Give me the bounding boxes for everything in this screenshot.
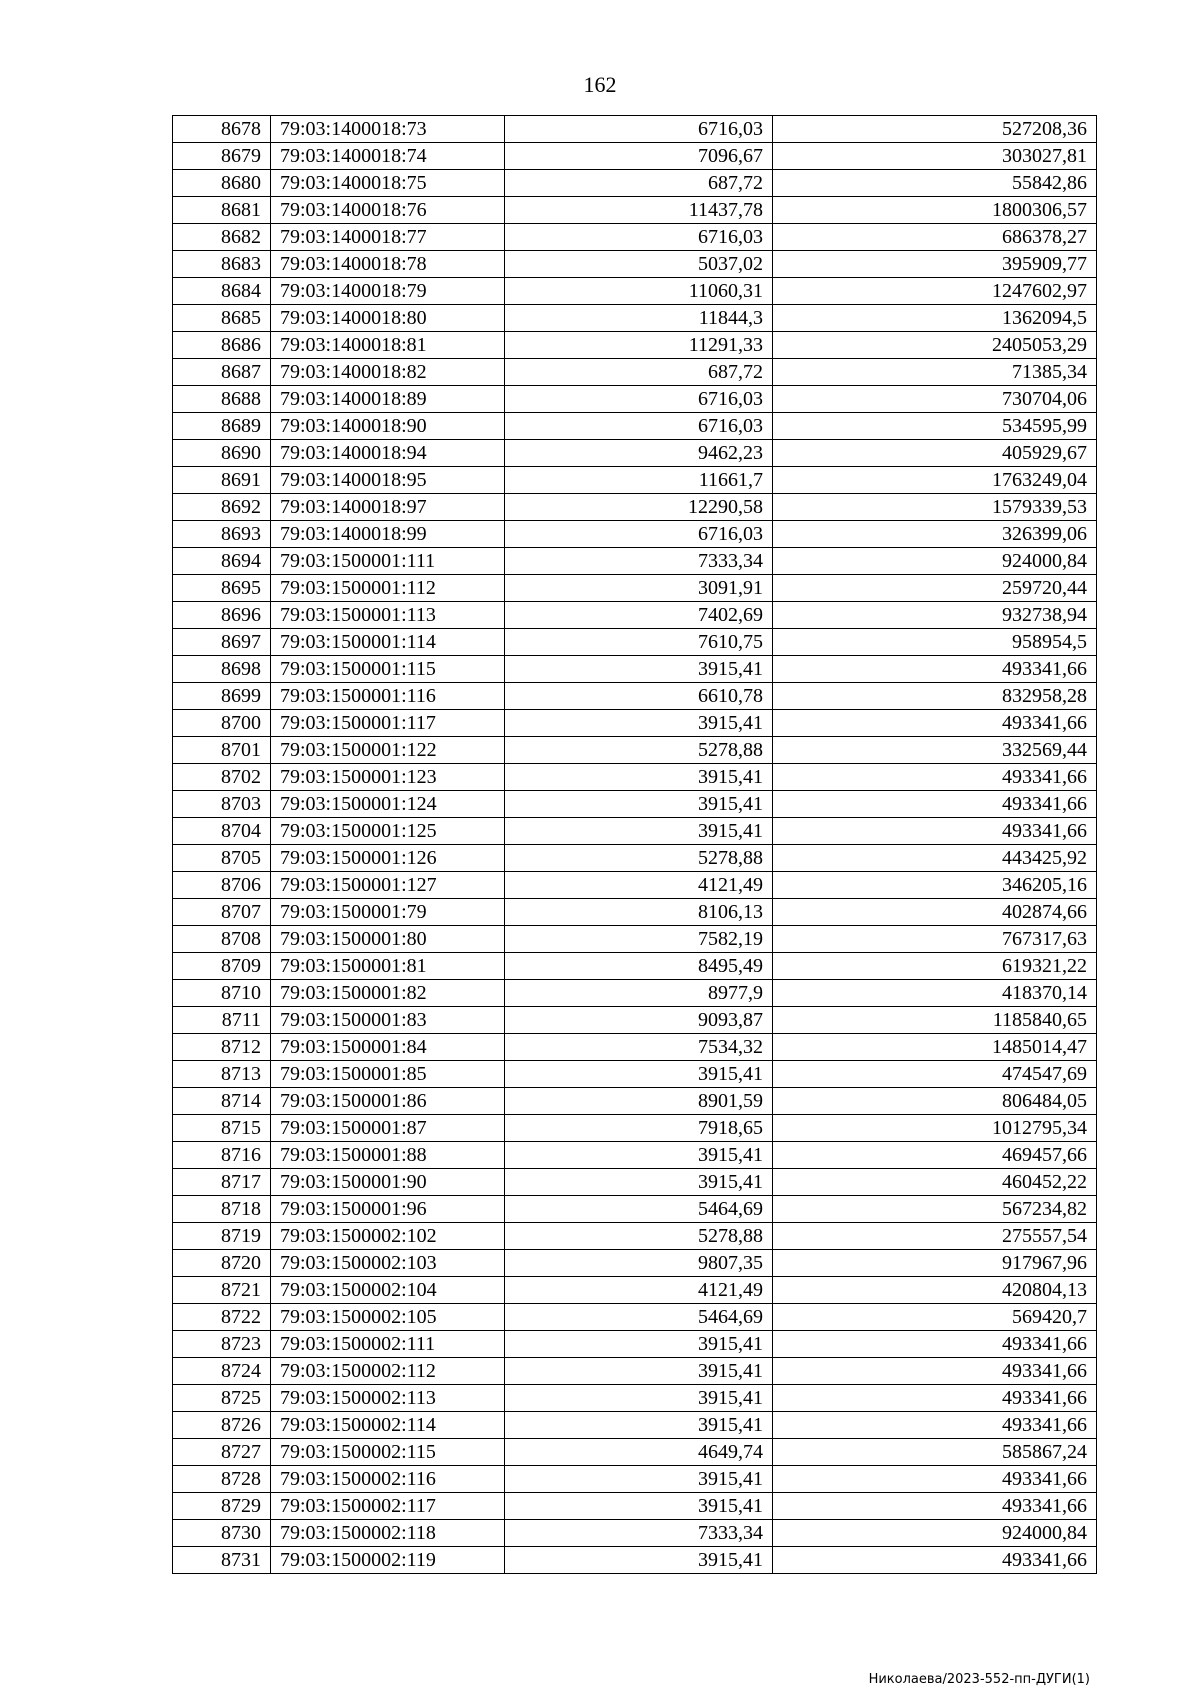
row-number-cell: 8703 — [173, 791, 271, 818]
cadastral-number-cell: 79:03:1500001:112 — [271, 575, 505, 602]
row-number-cell: 8692 — [173, 494, 271, 521]
table-row — [173, 845, 1097, 872]
row-number-cell: 8722 — [173, 1304, 271, 1331]
row-number-cell: 8708 — [173, 926, 271, 953]
cadastral-number-cell: 79:03:1500001:114 — [271, 629, 505, 656]
table-row — [173, 386, 1097, 413]
value-cell: 534595,99 — [773, 413, 1097, 440]
table-row — [173, 1034, 1097, 1061]
area-cell: 7096,67 — [505, 143, 773, 170]
row-number-cell: 8715 — [173, 1115, 271, 1142]
row-number-cell: 8679 — [173, 143, 271, 170]
cadastral-number-cell: 79:03:1500002:111 — [271, 1331, 505, 1358]
value-cell: 418370,14 — [773, 980, 1097, 1007]
row-number-cell: 8701 — [173, 737, 271, 764]
table-row — [173, 1061, 1097, 1088]
cadastral-number-cell: 79:03:1400018:90 — [271, 413, 505, 440]
row-number-cell: 8691 — [173, 467, 271, 494]
area-cell: 8106,13 — [505, 899, 773, 926]
value-cell: 619321,22 — [773, 953, 1097, 980]
table-row — [173, 251, 1097, 278]
cadastral-number-cell: 79:03:1500002:118 — [271, 1520, 505, 1547]
area-cell: 3915,41 — [505, 1169, 773, 1196]
cadastral-number-cell: 79:03:1500001:127 — [271, 872, 505, 899]
row-number-cell: 8711 — [173, 1007, 271, 1034]
area-cell: 3091,91 — [505, 575, 773, 602]
row-number-cell: 8695 — [173, 575, 271, 602]
area-cell: 4121,49 — [505, 872, 773, 899]
cadastral-number-cell: 79:03:1400018:78 — [271, 251, 505, 278]
row-number-cell: 8688 — [173, 386, 271, 413]
value-cell: 493341,66 — [773, 1358, 1097, 1385]
row-number-cell: 8683 — [173, 251, 271, 278]
value-cell: 469457,66 — [773, 1142, 1097, 1169]
row-number-cell: 8680 — [173, 170, 271, 197]
table-row — [173, 980, 1097, 1007]
area-cell: 3915,41 — [505, 656, 773, 683]
row-number-cell: 8678 — [173, 116, 271, 143]
area-cell: 6610,78 — [505, 683, 773, 710]
cadastral-number-cell: 79:03:1500002:117 — [271, 1493, 505, 1520]
row-number-cell: 8682 — [173, 224, 271, 251]
row-number-cell: 8690 — [173, 440, 271, 467]
row-number-cell: 8681 — [173, 197, 271, 224]
row-number-cell: 8696 — [173, 602, 271, 629]
value-cell: 493341,66 — [773, 1466, 1097, 1493]
value-cell: 402874,66 — [773, 899, 1097, 926]
cadastral-number-cell: 79:03:1500001:88 — [271, 1142, 505, 1169]
table-row — [173, 737, 1097, 764]
value-cell: 767317,63 — [773, 926, 1097, 953]
table-row — [173, 602, 1097, 629]
table-row — [173, 818, 1097, 845]
value-cell: 493341,66 — [773, 764, 1097, 791]
table-row — [173, 1142, 1097, 1169]
value-cell: 493341,66 — [773, 791, 1097, 818]
value-cell: 1012795,34 — [773, 1115, 1097, 1142]
table-row — [173, 629, 1097, 656]
cadastral-number-cell: 79:03:1400018:76 — [271, 197, 505, 224]
table-row — [173, 332, 1097, 359]
area-cell: 5464,69 — [505, 1196, 773, 1223]
table-row — [173, 1088, 1097, 1115]
cadastral-number-cell: 79:03:1500001:126 — [271, 845, 505, 872]
value-cell: 1185840,65 — [773, 1007, 1097, 1034]
cadastral-number-cell: 79:03:1500001:82 — [271, 980, 505, 1007]
value-cell: 460452,22 — [773, 1169, 1097, 1196]
cadastral-number-cell: 79:03:1500001:80 — [271, 926, 505, 953]
row-number-cell: 8728 — [173, 1466, 271, 1493]
area-cell: 8977,9 — [505, 980, 773, 1007]
value-cell: 275557,54 — [773, 1223, 1097, 1250]
area-cell: 7610,75 — [505, 629, 773, 656]
area-cell: 6716,03 — [505, 224, 773, 251]
table-row — [173, 359, 1097, 386]
value-cell: 493341,66 — [773, 1331, 1097, 1358]
table-row — [173, 494, 1097, 521]
cadastral-number-cell: 79:03:1500001:116 — [271, 683, 505, 710]
table-row — [173, 224, 1097, 251]
table-row — [173, 656, 1097, 683]
table-row — [173, 413, 1097, 440]
area-cell: 5464,69 — [505, 1304, 773, 1331]
area-cell: 12290,58 — [505, 494, 773, 521]
cadastral-number-cell: 79:03:1500002:116 — [271, 1466, 505, 1493]
table-row — [173, 1439, 1097, 1466]
cadastral-number-cell: 79:03:1500001:81 — [271, 953, 505, 980]
table-row — [173, 1385, 1097, 1412]
row-number-cell: 8689 — [173, 413, 271, 440]
cadastral-number-cell: 79:03:1500001:83 — [271, 1007, 505, 1034]
cadastral-number-cell: 79:03:1500002:102 — [271, 1223, 505, 1250]
value-cell: 474547,69 — [773, 1061, 1097, 1088]
table-row — [173, 440, 1097, 467]
table-row — [173, 170, 1097, 197]
area-cell: 7534,32 — [505, 1034, 773, 1061]
row-number-cell: 8712 — [173, 1034, 271, 1061]
row-number-cell: 8729 — [173, 1493, 271, 1520]
value-cell: 806484,05 — [773, 1088, 1097, 1115]
area-cell: 11437,78 — [505, 197, 773, 224]
cadastral-number-cell: 79:03:1400018:99 — [271, 521, 505, 548]
row-number-cell: 8731 — [173, 1547, 271, 1574]
cadastral-number-cell: 79:03:1500001:85 — [271, 1061, 505, 1088]
table-row — [173, 305, 1097, 332]
cadastral-number-cell: 79:03:1400018:81 — [271, 332, 505, 359]
area-cell: 9462,23 — [505, 440, 773, 467]
value-cell: 493341,66 — [773, 656, 1097, 683]
area-cell: 5278,88 — [505, 845, 773, 872]
cadastral-number-cell: 79:03:1500002:104 — [271, 1277, 505, 1304]
cadastral-number-cell: 79:03:1500002:103 — [271, 1250, 505, 1277]
value-cell: 917967,96 — [773, 1250, 1097, 1277]
cadastral-number-cell: 79:03:1500001:113 — [271, 602, 505, 629]
area-cell: 8901,59 — [505, 1088, 773, 1115]
table-row — [173, 467, 1097, 494]
table-row — [173, 278, 1097, 305]
cadastral-number-cell: 79:03:1500001:79 — [271, 899, 505, 926]
area-cell: 3915,41 — [505, 710, 773, 737]
row-number-cell: 8713 — [173, 1061, 271, 1088]
cadastral-number-cell: 79:03:1400018:74 — [271, 143, 505, 170]
value-cell: 346205,16 — [773, 872, 1097, 899]
cadastral-number-cell: 79:03:1500002:113 — [271, 1385, 505, 1412]
cadastral-number-cell: 79:03:1400018:77 — [271, 224, 505, 251]
value-cell: 924000,84 — [773, 1520, 1097, 1547]
table-row — [173, 575, 1097, 602]
value-cell: 569420,7 — [773, 1304, 1097, 1331]
value-cell: 1485014,47 — [773, 1034, 1097, 1061]
value-cell: 958954,5 — [773, 629, 1097, 656]
row-number-cell: 8699 — [173, 683, 271, 710]
area-cell: 7402,69 — [505, 602, 773, 629]
row-number-cell: 8717 — [173, 1169, 271, 1196]
area-cell: 3915,41 — [505, 1358, 773, 1385]
value-cell: 527208,36 — [773, 116, 1097, 143]
table-row — [173, 1169, 1097, 1196]
value-cell: 2405053,29 — [773, 332, 1097, 359]
cadastral-number-cell: 79:03:1500001:124 — [271, 791, 505, 818]
value-cell: 686378,27 — [773, 224, 1097, 251]
row-number-cell: 8702 — [173, 764, 271, 791]
table-row — [173, 764, 1097, 791]
row-number-cell: 8707 — [173, 899, 271, 926]
table-row — [173, 1412, 1097, 1439]
area-cell: 11291,33 — [505, 332, 773, 359]
value-cell: 1763249,04 — [773, 467, 1097, 494]
area-cell: 7582,19 — [505, 926, 773, 953]
row-number-cell: 8686 — [173, 332, 271, 359]
cadastral-number-cell: 79:03:1500002:112 — [271, 1358, 505, 1385]
area-cell: 6716,03 — [505, 386, 773, 413]
row-number-cell: 8727 — [173, 1439, 271, 1466]
value-cell: 493341,66 — [773, 818, 1097, 845]
area-cell: 3915,41 — [505, 1061, 773, 1088]
table-row — [173, 1493, 1097, 1520]
row-number-cell: 8723 — [173, 1331, 271, 1358]
table-row — [173, 1331, 1097, 1358]
cadastral-number-cell: 79:03:1500001:111 — [271, 548, 505, 575]
table-row — [173, 1115, 1097, 1142]
cadastral-number-cell: 79:03:1400018:97 — [271, 494, 505, 521]
row-number-cell: 8709 — [173, 953, 271, 980]
table-row — [173, 791, 1097, 818]
table-row — [173, 1250, 1097, 1277]
row-number-cell: 8718 — [173, 1196, 271, 1223]
row-number-cell: 8687 — [173, 359, 271, 386]
cadastral-number-cell: 79:03:1500001:87 — [271, 1115, 505, 1142]
row-number-cell: 8724 — [173, 1358, 271, 1385]
value-cell: 332569,44 — [773, 737, 1097, 764]
row-number-cell: 8726 — [173, 1412, 271, 1439]
table-row — [173, 1223, 1097, 1250]
row-number-cell: 8725 — [173, 1385, 271, 1412]
row-number-cell: 8710 — [173, 980, 271, 1007]
value-cell: 405929,67 — [773, 440, 1097, 467]
table-row — [173, 116, 1097, 143]
area-cell: 3915,41 — [505, 764, 773, 791]
area-cell: 3915,41 — [505, 1412, 773, 1439]
cadastral-number-cell: 79:03:1400018:73 — [271, 116, 505, 143]
value-cell: 493341,66 — [773, 1493, 1097, 1520]
cadastral-number-cell: 79:03:1500001:115 — [271, 656, 505, 683]
cadastral-number-cell: 79:03:1500001:90 — [271, 1169, 505, 1196]
area-cell: 3915,41 — [505, 1547, 773, 1574]
cadastral-number-cell: 79:03:1400018:79 — [271, 278, 505, 305]
value-cell: 924000,84 — [773, 548, 1097, 575]
table-row — [173, 548, 1097, 575]
table-row — [173, 683, 1097, 710]
row-number-cell: 8720 — [173, 1250, 271, 1277]
value-cell: 585867,24 — [773, 1439, 1097, 1466]
page-number: 162 — [583, 72, 617, 97]
value-cell: 1579339,53 — [773, 494, 1097, 521]
table-row — [173, 926, 1097, 953]
table-row — [173, 710, 1097, 737]
area-cell: 687,72 — [505, 170, 773, 197]
value-cell: 567234,82 — [773, 1196, 1097, 1223]
row-number-cell: 8705 — [173, 845, 271, 872]
row-number-cell: 8714 — [173, 1088, 271, 1115]
cadastral-number-cell: 79:03:1500001:96 — [271, 1196, 505, 1223]
area-cell: 11844,3 — [505, 305, 773, 332]
table-row — [173, 1277, 1097, 1304]
value-cell: 395909,77 — [773, 251, 1097, 278]
table-row — [173, 143, 1097, 170]
value-cell: 1800306,57 — [773, 197, 1097, 224]
value-cell: 443425,92 — [773, 845, 1097, 872]
row-number-cell: 8684 — [173, 278, 271, 305]
area-cell: 3915,41 — [505, 1142, 773, 1169]
value-cell: 832958,28 — [773, 683, 1097, 710]
area-cell: 6716,03 — [505, 116, 773, 143]
value-cell: 493341,66 — [773, 710, 1097, 737]
table-row — [173, 953, 1097, 980]
area-cell: 3915,41 — [505, 1331, 773, 1358]
area-cell: 5278,88 — [505, 737, 773, 764]
area-cell: 9807,35 — [505, 1250, 773, 1277]
cadastral-number-cell: 79:03:1500002:115 — [271, 1439, 505, 1466]
cadastral-number-cell: 79:03:1500002:114 — [271, 1412, 505, 1439]
cadastral-number-cell: 79:03:1500001:86 — [271, 1088, 505, 1115]
table-body — [173, 116, 1097, 1574]
row-number-cell: 8719 — [173, 1223, 271, 1250]
value-cell: 932738,94 — [773, 602, 1097, 629]
row-number-cell: 8697 — [173, 629, 271, 656]
area-cell: 3915,41 — [505, 1466, 773, 1493]
cadastral-number-cell: 79:03:1400018:82 — [271, 359, 505, 386]
value-cell: 730704,06 — [773, 386, 1097, 413]
area-cell: 7333,34 — [505, 1520, 773, 1547]
area-cell: 7333,34 — [505, 548, 773, 575]
table-row — [173, 197, 1097, 224]
row-number-cell: 8721 — [173, 1277, 271, 1304]
cadastral-number-cell: 79:03:1500001:123 — [271, 764, 505, 791]
table-row — [173, 1520, 1097, 1547]
value-cell: 259720,44 — [773, 575, 1097, 602]
area-cell: 6716,03 — [505, 521, 773, 548]
table-row — [173, 899, 1097, 926]
value-cell: 493341,66 — [773, 1385, 1097, 1412]
row-number-cell: 8698 — [173, 656, 271, 683]
table-row — [173, 1358, 1097, 1385]
table-row — [173, 1304, 1097, 1331]
area-cell: 7918,65 — [505, 1115, 773, 1142]
area-cell: 3915,41 — [505, 791, 773, 818]
cadastral-number-cell: 79:03:1400018:94 — [271, 440, 505, 467]
row-number-cell: 8685 — [173, 305, 271, 332]
cadastral-number-cell: 79:03:1400018:75 — [271, 170, 505, 197]
cadastral-number-cell: 79:03:1400018:89 — [271, 386, 505, 413]
cadastral-number-cell: 79:03:1500002:105 — [271, 1304, 505, 1331]
value-cell: 493341,66 — [773, 1412, 1097, 1439]
table-row — [173, 872, 1097, 899]
document-footer: Николаева/2023-552-пп-ДУГИ(1) — [868, 1672, 1090, 1687]
cadastral-number-cell: 79:03:1500002:119 — [271, 1547, 505, 1574]
table-row — [173, 1196, 1097, 1223]
table-row — [173, 521, 1097, 548]
area-cell: 687,72 — [505, 359, 773, 386]
cadastral-number-cell: 79:03:1400018:80 — [271, 305, 505, 332]
cadastral-number-cell: 79:03:1500001:117 — [271, 710, 505, 737]
area-cell: 5278,88 — [505, 1223, 773, 1250]
cadastral-number-cell: 79:03:1500001:122 — [271, 737, 505, 764]
row-number-cell: 8706 — [173, 872, 271, 899]
area-cell: 9093,87 — [505, 1007, 773, 1034]
row-number-cell: 8700 — [173, 710, 271, 737]
value-cell: 303027,81 — [773, 143, 1097, 170]
area-cell: 6716,03 — [505, 413, 773, 440]
cadastral-number-cell: 79:03:1500001:125 — [271, 818, 505, 845]
area-cell: 3915,41 — [505, 1385, 773, 1412]
value-cell: 1247602,97 — [773, 278, 1097, 305]
value-cell: 71385,34 — [773, 359, 1097, 386]
value-cell: 493341,66 — [773, 1547, 1097, 1574]
table-row — [173, 1007, 1097, 1034]
row-number-cell: 8693 — [173, 521, 271, 548]
value-cell: 55842,86 — [773, 170, 1097, 197]
table-row — [173, 1547, 1097, 1574]
area-cell: 11060,31 — [505, 278, 773, 305]
cadastral-number-cell: 79:03:1400018:95 — [271, 467, 505, 494]
table-row — [173, 1466, 1097, 1493]
row-number-cell: 8694 — [173, 548, 271, 575]
area-cell: 3915,41 — [505, 1493, 773, 1520]
area-cell: 4121,49 — [505, 1277, 773, 1304]
row-number-cell: 8704 — [173, 818, 271, 845]
data-table — [172, 115, 1097, 1574]
row-number-cell: 8716 — [173, 1142, 271, 1169]
value-cell: 420804,13 — [773, 1277, 1097, 1304]
area-cell: 8495,49 — [505, 953, 773, 980]
cadastral-number-cell: 79:03:1500001:84 — [271, 1034, 505, 1061]
area-cell: 3915,41 — [505, 818, 773, 845]
area-cell: 4649,74 — [505, 1439, 773, 1466]
value-cell: 1362094,5 — [773, 305, 1097, 332]
area-cell: 11661,7 — [505, 467, 773, 494]
value-cell: 326399,06 — [773, 521, 1097, 548]
row-number-cell: 8730 — [173, 1520, 271, 1547]
area-cell: 5037,02 — [505, 251, 773, 278]
